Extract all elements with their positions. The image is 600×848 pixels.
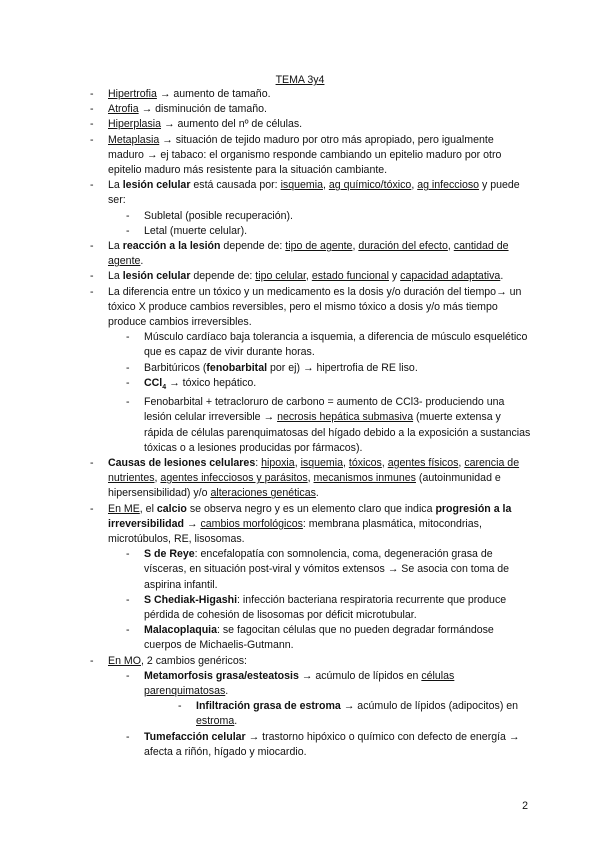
list-item-barbituricos: - Barbitúricos (fenobarbital por ej) → hipertrofia de RE liso. <box>126 361 418 374</box>
list-item-subletal: - Subletal (posible recuperación). <box>126 209 293 222</box>
list-item-mo: - En MO, 2 cambios genéricos: - Metamorfosis grasa/esteatosis → acúmulo de lípidos en células parenquimatosas. - Infiltración grasa de estroma → acúmulo de lípidos (adipocitos) en estroma. - Tumefacción celular → trastorno hipóxico o químico con defecto de energía → afecta a riñón, hígado y miocardio. <box>108 654 532 760</box>
list-item-lesion-causa: - La lesión celular está causada por: isquemia, ag químico/tóxico, ag infeccioso y puede ser: - Subletal (posible recuperación). - Letal (muerte celular). <box>108 178 532 239</box>
list-item-atrofia: - Atrofia → disminución de tamaño. <box>90 103 267 116</box>
list-item-metamorfosis: - Metamorfosis grasa/esteatosis → acúmulo de lípidos en células parenquimatosas. - Infiltración grasa de estroma → acúmulo de lípidos (adipocitos) en estroma. <box>144 669 532 730</box>
list-item-infiltracion: - Infiltración grasa de estroma → acúmulo de lípidos (adipocitos) en estroma. <box>178 700 519 728</box>
list-item-malacoplaquia: - Malacoplaquia: se fagocitan células que no pueden degradar formándose cuerpos de Michaelis-Gutmann. <box>126 624 494 652</box>
bullet-list <box>90 87 532 760</box>
list-item-reye: - S de Reye: encefalopatía con somnolencia, coma, degeneración grasa de vísceras, en situación post-viral y vómitos extensos → Se asocia con toma de aspirina infantil. <box>126 548 510 591</box>
list-item-letal: - Letal (muerte celular). <box>126 224 248 237</box>
list-item-fenobarbital: - Fenobarbital + tetracloruro de carbono = aumento de CCl3- produciendo una lesión celular irreversible → necrosis hepática submasiva (muerte extensa y rápida de células parenquimatosas del hígado debido a la exposición a sustancias tóxicas o a lesiones producidas por fármacos). <box>126 396 531 454</box>
list-item-causas: - Causas de lesiones celulares: hipoxia, isquemia, tóxicos, agentes físicos, carencia de nutrientes, agentes infecciosos y parásitos, mecanismos inmunes (autoinmunidad e hipersensibilidad) y/o alteraciones genéticas. <box>90 456 520 500</box>
list-item-chediak: - S Chediak-Higashi: infección bacteriana respiratoria recurrente que produce pérdida de cohesión de lisosomas por déficit microtubular. <box>126 593 507 622</box>
list-item-lesion-depende: - La lesión celular depende de: tipo celular, estado funcional y capacidad adaptativa. <box>90 270 504 283</box>
list-item-hiperplasia: - Hiperplasia → aumento del nº de células. <box>90 118 303 131</box>
list-item-diferencia: - La diferencia entre un tóxico y un medicamento es la dosis y/o duración del tiempo→ un tóxico X produce cambios reversibles, pero el mismo tóxico a dosis y/o más tiempo produce cambios irreversibles. - Músculo cardíaco baja tolerancia a isquemia, a diferencia de músculo esquelético que es capaz de vivir durante horas. - Barbitúricos (fenobarbital por ej) → hipertrofia de RE liso. - CCl$_4$ → tóxico hepático. - Fenobarbital + tetracloruro de carbono = aumento de CCl3- produciendo una lesión celular irreversible → necrosis hepática submasiva (muerte extensa y rápida de células parenquimatosas del hígado debido a la exposición a sustancias tóxicas o a lesiones producidas por fármacos). <box>108 285 532 456</box>
page-number: 2 <box>522 800 528 812</box>
list-item-ccl4: - CCl$_4$ → tóxico hepático. <box>126 376 257 391</box>
list-item-hipertrofia: - Hipertrofia → aumento de tamaño. <box>90 88 271 100</box>
page-title: TEMA 3y4 <box>275 74 325 86</box>
list-item-reaccion: - La reacción a la lesión depende de: tipo de agente, duración del efecto, cantidad de agente. <box>90 240 509 268</box>
list-item-me: - En ME, el calcio se observa negro y es un elemento claro que indica progresión a la irreversibilidad → cambios morfológicos: membrana plasmática, mitocondrias, microtúbulos, RE, lisosomas. - S de Reye: encefalopatía con somnolencia, coma, degeneración grasa de vísceras, en situación post-viral y vómitos extensos → Se asocia con toma de aspirina infantil. - S Chediak-Higashi: infección bacteriana respiratoria recurrente que produce pérdida de cohesión de lisosomas por déficit microtubular. - Malacoplaquia: se fagocitan células que no pueden degradar formándose cuerpos de Michaelis-Gutmann. <box>108 502 532 654</box>
list-item-musculo: - Músculo cardíaco baja tolerancia a isquemia, a diferencia de músculo esquelético que es capaz de vivir durante horas. <box>126 331 528 359</box>
list-item-tumefaccion: - Tumefacción celular → trastorno hipóxico o químico con defecto de energía → afecta a riñón, hígado y miocardio. <box>126 730 520 758</box>
list-item-metaplasia: - Metaplasia → situación de tejido maduro por otro más apropiado, pero igualmente maduro → ej tabaco: el organismo responde cambiando un epitelio maduro por otro epitelio maduro más resistente para la situación cambiante. <box>90 133 502 177</box>
